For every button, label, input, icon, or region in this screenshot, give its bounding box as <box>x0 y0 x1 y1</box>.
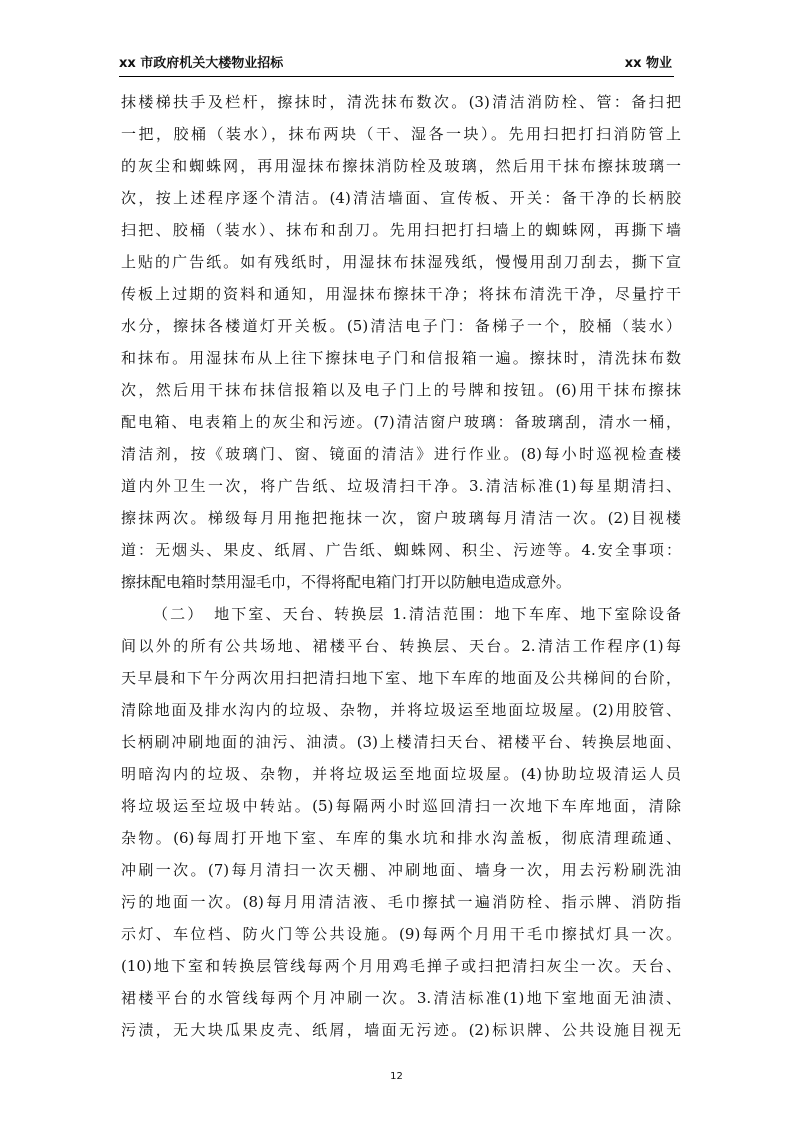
text-line: 抹楼梯扶手及栏杆，擦抹时，清洗抹布数次。(3)清洁消防栓、管：备扫把 <box>121 93 681 111</box>
text-line: 和抹布。用湿抹布从上往下擦抹电子门和信报箱一遍。擦抹时，清洗抹布数 <box>121 349 681 367</box>
text-line: 上贴的广告纸。如有残纸时，用湿抹布抹湿残纸，慢慢用刮刀刮去，撕下宣 <box>121 253 681 271</box>
page-header <box>119 54 674 77</box>
text-line: 清除地面及排水沟内的垃圾、杂物，并将垃圾运至地面垃圾屋。(2)用胶管、 <box>121 701 681 719</box>
header-company: xx 物业 <box>624 56 672 71</box>
text-line: 间以外的所有公共场地、裙楼平台、转换层、天台。2.清洁工作程序(1)每 <box>121 637 681 655</box>
text-line: 道内外卫生一次，将广告纸、垃圾清扫干净。3.清洁标准(1)每星期清扫、 <box>121 477 681 495</box>
text-line: 传板上过期的资料和通知，用湿抹布擦抹干净；将抹布清洗干净，尽量拧干 <box>121 285 681 303</box>
text-line: 污渍，无大块瓜果皮壳、纸屑，墙面无污迹。(2)标识牌、公共设施目视无 <box>121 1021 681 1039</box>
text-line: 次，按上述程序逐个清洁。(4)清洁墙面、宣传板、开关：备干净的长柄胶 <box>121 189 681 207</box>
text-line: 污的地面一次。(8)每月用清洁液、毛巾擦拭一遍消防栓、指示牌、消防指 <box>121 893 681 911</box>
text-line: 配电箱、电表箱上的灰尘和污迹。(7)清洁窗户玻璃：备玻璃刮，清水一桶， <box>121 413 681 431</box>
text-line: 天早晨和下午分两次用扫把清扫地下室、地下车库的地面及公共梯间的台阶， <box>121 669 681 687</box>
section-heading-line: （二） 地下室、天台、转换层 1.清洁范围：地下车库、地下室除设备 <box>153 605 681 623</box>
text-line: 杂物。(6)每周打开地下室、车库的集水坑和排水沟盖板，彻底清理疏通、 <box>121 829 681 847</box>
text-line: 裙楼平台的水管线每两个月冲刷一次。3.清洁标准(1)地下室地面无油渍、 <box>121 989 681 1007</box>
header-title: xx 市政府机关大楼物业招标 <box>119 56 284 71</box>
text-line: 擦抹两次。梯级每月用拖把拖抹一次，窗户玻璃每月清洁一次。(2)目视楼 <box>121 509 681 527</box>
text-line: 擦抹配电箱时禁用湿毛巾，不得将配电箱门打开以防触电造成意外。 <box>121 573 572 591</box>
text-line: 水分，擦抹各楼道灯开关板。(5)清洁电子门：备梯子一个，胶桶（装水） <box>121 317 681 335</box>
text-line: 示灯、车位档、防火门等公共设施。(9)每两个月用干毛巾擦拭灯具一次。 <box>121 925 681 943</box>
text-line: 长柄刷冲刷地面的油污、油渍。(3)上楼清扫天台、裙楼平台、转换层地面、 <box>121 733 681 751</box>
page-number: 12 <box>390 1071 403 1082</box>
text-line: 一把，胶桶（装水），抹布两块（干、湿各一块）。先用扫把打扫消防管上 <box>121 125 681 143</box>
text-line: 道：无烟头、果皮、纸屑、广告纸、蜘蛛网、积尘、污迹等。4.安全事项： <box>121 541 681 559</box>
text-line: 将垃圾运至垃圾中转站。(5)每隔两小时巡回清扫一次地下车库地面，清除 <box>121 797 681 815</box>
text-line: 明暗沟内的垃圾、杂物，并将垃圾运至地面垃圾屋。(4)协助垃圾清运人员 <box>121 765 681 783</box>
text-line: (10)地下室和转换层管线每两个月用鸡毛掸子或扫把清扫灰尘一次。天台、 <box>121 957 681 975</box>
text-line: 的灰尘和蜘蛛网，再用湿抹布擦抹消防栓及玻璃，然后用干抹布擦抹玻璃一 <box>121 157 681 175</box>
text-line: 冲刷一次。(7)每月清扫一次天棚、冲刷地面、墙身一次，用去污粉刷洗油 <box>121 861 681 879</box>
text-line: 次，然后用干抹布抹信报箱以及电子门上的号牌和按钮。(6)用干抹布擦抹 <box>121 381 681 399</box>
text-line: 清洁剂，按《玻璃门、窗、镜面的清洁》进行作业。(8)每小时巡视检查楼 <box>121 445 681 463</box>
text-line: 扫把、胶桶（装水）、抹布和刮刀。先用扫把打扫墙上的蜘蛛网，再撕下墙 <box>121 221 681 239</box>
